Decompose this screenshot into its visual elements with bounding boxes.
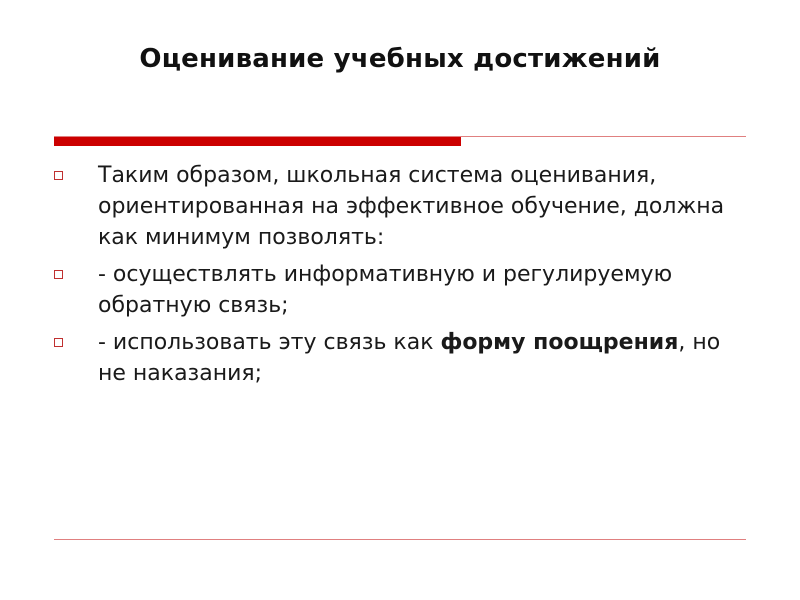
bullet-text-after: , но не наказания;	[98, 330, 721, 386]
bullet-item	[52, 327, 732, 389]
square-bullet-icon	[54, 171, 63, 180]
bullet-item	[52, 160, 732, 253]
square-bullet-icon	[54, 270, 63, 279]
title-underline-accent	[54, 137, 461, 146]
bullet-list	[52, 160, 732, 395]
bullet-text-before: - использовать эту связь как	[98, 330, 441, 355]
bullet-item	[52, 259, 732, 321]
slide-title: Оценивание учебных достижений	[139, 44, 661, 74]
bullet-text-emphasis: форму поощрения	[440, 330, 679, 355]
footer-rule	[54, 539, 746, 540]
bullet-text: - осуществлять информативную и регулируемую обратную связь;	[98, 262, 673, 318]
square-bullet-icon	[54, 338, 63, 347]
bullet-text: Таким образом, школьная система оценивания, ориентированная на эффективное обучение, должна как минимум позволять:	[98, 163, 725, 250]
